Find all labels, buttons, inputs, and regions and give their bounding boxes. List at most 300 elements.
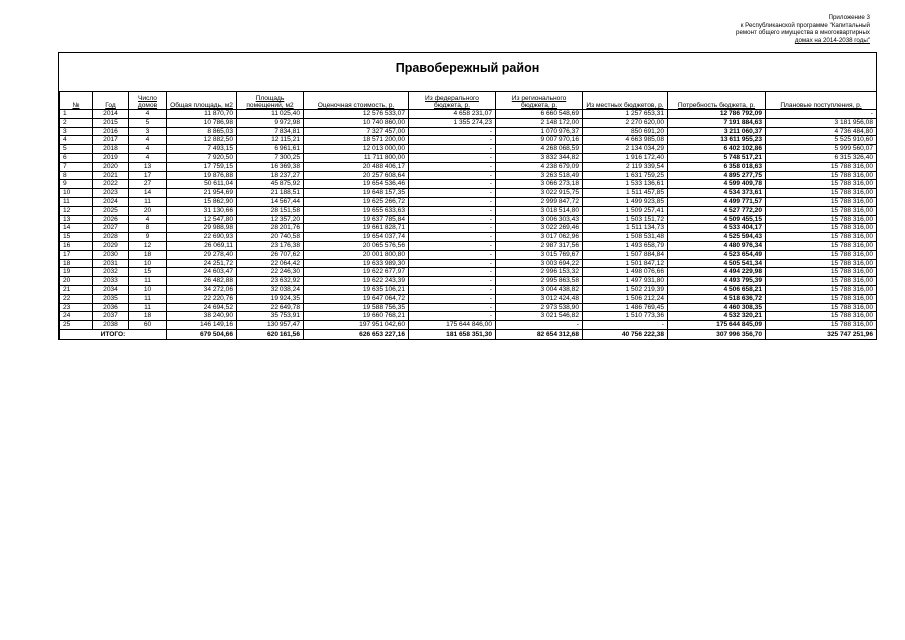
- table-row: [60, 206, 877, 215]
- table-cell: 4: [129, 215, 167, 224]
- table-cell: 1 508 531,48: [583, 233, 668, 242]
- table-row: [60, 215, 877, 224]
- table-cell: 3 181 956,08: [766, 118, 877, 127]
- table-cell: 3 066 273,18: [496, 180, 583, 189]
- table-cell: 2 148 172,00: [496, 118, 583, 127]
- table-cell: 3 021 546,82: [496, 312, 583, 321]
- table-cell: 19: [60, 268, 93, 277]
- table-row: [60, 224, 877, 233]
- appendix-line-4: домах на 2014-2038 годы": [794, 36, 870, 44]
- table-cell: 6: [60, 153, 93, 162]
- table-cell: -: [409, 312, 496, 321]
- table-cell: 4: [129, 145, 167, 154]
- table-cell: 20 257 608,64: [304, 171, 409, 180]
- total-label: ИТОГО:: [60, 329, 167, 339]
- table-cell: 4 499 771,57: [668, 197, 766, 206]
- table-cell: 22 064,42: [237, 259, 304, 268]
- table-row: [60, 145, 877, 154]
- table-cell: 11: [60, 197, 93, 206]
- table-cell: 26 482,88: [167, 277, 237, 286]
- table-cell: 2017: [93, 136, 129, 145]
- table-cell: 146 149,16: [167, 321, 237, 330]
- table-cell: -: [409, 268, 496, 277]
- column-header-label: Из местных бюджетов, р.: [586, 102, 664, 109]
- district-sheet: [58, 52, 877, 340]
- table-cell: 20 065 576,56: [304, 241, 409, 250]
- table-cell: 9: [129, 233, 167, 242]
- table-cell: 2036: [93, 303, 129, 312]
- table-cell: 2022: [93, 180, 129, 189]
- column-header: [167, 92, 237, 110]
- table-cell: 2016: [93, 127, 129, 136]
- table-cell: 19 654 536,46: [304, 180, 409, 189]
- table-cell: 2026: [93, 215, 129, 224]
- table-cell: 3 006 303,43: [496, 215, 583, 224]
- table-cell: 1 511 457,85: [583, 189, 668, 198]
- table-cell: 1 511 134,73: [583, 224, 668, 233]
- table-cell: 15: [129, 268, 167, 277]
- column-header-label: Оценочная стоимость, р.: [317, 102, 395, 109]
- table-cell: 12 013 000,00: [304, 145, 409, 154]
- table-cell: 19 588 756,35: [304, 303, 409, 312]
- table-cell: 15 788 316,00: [766, 321, 877, 330]
- table-cell: -: [409, 180, 496, 189]
- table-cell: 22: [60, 294, 93, 303]
- table-cell: -: [409, 294, 496, 303]
- table-cell: 4 506 658,21: [668, 285, 766, 294]
- table-cell: 12 882,50: [167, 136, 237, 145]
- table-cell: 24 603,47: [167, 268, 237, 277]
- table-row: [60, 259, 877, 268]
- table-cell: 2 119 339,54: [583, 162, 668, 171]
- table-cell: 29 988,98: [167, 224, 237, 233]
- table-cell: 12: [60, 206, 93, 215]
- total-cell: 679 504,66: [167, 329, 237, 339]
- table-cell: 19 654 037,74: [304, 233, 409, 242]
- table-cell: -: [409, 136, 496, 145]
- table-cell: 19 655 633,63: [304, 206, 409, 215]
- table-cell: 15 788 316,00: [766, 250, 877, 259]
- column-header-label: Год: [105, 102, 116, 109]
- table-cell: 19 637 785,84: [304, 215, 409, 224]
- table-cell: 11: [129, 294, 167, 303]
- table-cell: 4 527 772,20: [668, 206, 766, 215]
- table-cell: 4 658 231,07: [409, 110, 496, 119]
- table-cell: 8 865,03: [167, 127, 237, 136]
- table-cell: -: [409, 145, 496, 154]
- table-cell: 6 358 018,63: [668, 162, 766, 171]
- table-cell: 15 788 316,00: [766, 180, 877, 189]
- table-row: [60, 294, 877, 303]
- table-cell: 2031: [93, 259, 129, 268]
- total-cell: 626 653 227,16: [304, 329, 409, 339]
- table-cell: 26 069,11: [167, 241, 237, 250]
- table-cell: 4 238 679,09: [496, 162, 583, 171]
- column-header-label: Плановые поступления, р.: [780, 102, 862, 109]
- table-cell: 15 788 316,00: [766, 171, 877, 180]
- table-cell: 9 007 970,16: [496, 136, 583, 145]
- total-row: [60, 329, 877, 339]
- table-row: [60, 171, 877, 180]
- table-cell: 3: [129, 127, 167, 136]
- table-cell: 11 870,70: [167, 110, 237, 119]
- table-cell: 18 571 200,00: [304, 136, 409, 145]
- table-cell: 6 402 102,86: [668, 145, 766, 154]
- table-cell: 19 660 768,21: [304, 312, 409, 321]
- table-cell: -: [409, 206, 496, 215]
- table-cell: 45 875,92: [237, 180, 304, 189]
- appendix-line-3: ремонт общего имущества в многоквартирных: [736, 29, 870, 37]
- table-cell: 35 753,91: [237, 312, 304, 321]
- table-cell: 34 272,06: [167, 285, 237, 294]
- column-header-label: Потребность бюджета, р.: [677, 102, 756, 109]
- table-cell: -: [409, 162, 496, 171]
- table-cell: 4 460 308,35: [668, 303, 766, 312]
- table-cell: 15 788 316,00: [766, 206, 877, 215]
- table-cell: 4 736 484,80: [766, 127, 877, 136]
- table-row: [60, 277, 877, 286]
- table-cell: 1 509 257,41: [583, 206, 668, 215]
- table-cell: 1 498 076,66: [583, 268, 668, 277]
- table-cell: 7 191 884,63: [668, 118, 766, 127]
- table-cell: 12 547,80: [167, 215, 237, 224]
- appendix-line-1: Приложение 3: [828, 14, 870, 21]
- column-header: [583, 92, 668, 110]
- table-cell: 3 018 514,80: [496, 206, 583, 215]
- table-cell: 38 240,90: [167, 312, 237, 321]
- table-cell: 11: [129, 303, 167, 312]
- table-cell: 15 788 316,00: [766, 224, 877, 233]
- table-cell: 27: [129, 180, 167, 189]
- table-cell: 13: [60, 215, 93, 224]
- table-cell: 15 788 316,00: [766, 312, 877, 321]
- table-cell: 12 115,21: [237, 136, 304, 145]
- table-cell: 2018: [93, 145, 129, 154]
- table-cell: 15 788 316,00: [766, 241, 877, 250]
- column-header: [93, 92, 129, 110]
- table-cell: 20: [60, 277, 93, 286]
- table-cell: 4 493 795,39: [668, 277, 766, 286]
- table-cell: 10: [129, 259, 167, 268]
- table-cell: 6 315 326,40: [766, 153, 877, 162]
- table-cell: 11 025,40: [237, 110, 304, 119]
- table-cell: 1 493 658,79: [583, 241, 668, 250]
- column-header-label: Общая площадь, м2: [170, 102, 233, 109]
- table-cell: -: [409, 250, 496, 259]
- table-cell: 2035: [93, 294, 129, 303]
- table-cell: -: [496, 321, 583, 330]
- table-row: [60, 303, 877, 312]
- table-cell: 24: [60, 312, 93, 321]
- table-cell: 19 876,88: [167, 171, 237, 180]
- table-cell: 10 786,98: [167, 118, 237, 127]
- appendix-line-2: к Республиканской программе "Капитальный: [740, 21, 870, 29]
- table-cell: 1: [60, 110, 93, 119]
- table-cell: 32 038,24: [237, 285, 304, 294]
- table-cell: 4 494 229,98: [668, 268, 766, 277]
- table-cell: 1 497 931,80: [583, 277, 668, 286]
- table-cell: 50 611,04: [167, 180, 237, 189]
- table-row: [60, 110, 877, 119]
- table-cell: 22 246,30: [237, 268, 304, 277]
- table-cell: 1 506 212,24: [583, 294, 668, 303]
- table-cell: 1 257 653,31: [583, 110, 668, 119]
- table-cell: 1 499 923,85: [583, 197, 668, 206]
- table-cell: 7: [60, 162, 93, 171]
- table-cell: 1 486 769,45: [583, 303, 668, 312]
- table-cell: 24 251,72: [167, 259, 237, 268]
- total-cell: 181 658 351,30: [409, 329, 496, 339]
- table-cell: 15 788 316,00: [766, 233, 877, 242]
- table-cell: 130 957,47: [237, 321, 304, 330]
- total-cell: 307 996 356,70: [668, 329, 766, 339]
- table-row: [60, 153, 877, 162]
- table-cell: 18 237,27: [237, 171, 304, 180]
- table-cell: 17: [129, 171, 167, 180]
- table-cell: 4 895 277,75: [668, 171, 766, 180]
- repair-schedule-table: [59, 91, 877, 340]
- table-cell: -: [409, 241, 496, 250]
- column-header-label: Число домов: [137, 95, 158, 109]
- table-row: [60, 136, 877, 145]
- table-cell: 18: [60, 259, 93, 268]
- table-cell: 7 300,25: [237, 153, 304, 162]
- appendix-note: [680, 14, 870, 44]
- table-cell: 15 788 316,00: [766, 277, 877, 286]
- table-cell: 2023: [93, 189, 129, 198]
- table-cell: 7 493,15: [167, 145, 237, 154]
- table-cell: 31 130,66: [167, 206, 237, 215]
- table-cell: 1 507 884,84: [583, 250, 668, 259]
- table-cell: 3 022 915,75: [496, 189, 583, 198]
- table-cell: 21 954,69: [167, 189, 237, 198]
- table-cell: 4 599 409,78: [668, 180, 766, 189]
- page-title: Правобережный район: [395, 61, 540, 75]
- table-cell: 2030: [93, 250, 129, 259]
- table-row: [60, 189, 877, 198]
- table-cell: 11 711 800,00: [304, 153, 409, 162]
- table-cell: 15 788 316,00: [766, 285, 877, 294]
- table-cell: 10: [129, 285, 167, 294]
- table-cell: 28 151,58: [237, 206, 304, 215]
- table-cell: 4: [129, 136, 167, 145]
- table-cell: -: [409, 224, 496, 233]
- table-row: [60, 250, 877, 259]
- table-cell: -: [409, 189, 496, 198]
- table-cell: 19 635 106,21: [304, 285, 409, 294]
- table-cell: 28 201,76: [237, 224, 304, 233]
- table-cell: 23: [60, 303, 93, 312]
- table-cell: 8: [60, 171, 93, 180]
- total-cell: 325 747 251,96: [766, 329, 877, 339]
- table-row: [60, 321, 877, 330]
- table-cell: 20: [129, 206, 167, 215]
- table-row: [60, 162, 877, 171]
- table-cell: 1 502 219,39: [583, 285, 668, 294]
- table-cell: 5 999 560,07: [766, 145, 877, 154]
- table-cell: 10: [60, 189, 93, 198]
- column-header-label: Из регионального бюджета, р.: [511, 95, 567, 109]
- table-cell: 1 510 773,36: [583, 312, 668, 321]
- table-cell: 2 995 863,58: [496, 277, 583, 286]
- table-cell: -: [409, 233, 496, 242]
- table-cell: 2029: [93, 241, 129, 250]
- table-cell: 4 663 985,08: [583, 136, 668, 145]
- table-cell: 4 534 373,61: [668, 189, 766, 198]
- table-cell: 5 525 910,60: [766, 136, 877, 145]
- table-cell: 5: [60, 145, 93, 154]
- table-cell: 2 987 317,56: [496, 241, 583, 250]
- table-cell: 14: [129, 189, 167, 198]
- table-cell: 850 691,20: [583, 127, 668, 136]
- table-cell: 2033: [93, 277, 129, 286]
- table-cell: -: [409, 277, 496, 286]
- table-row: [60, 285, 877, 294]
- table-cell: 3 022 269,46: [496, 224, 583, 233]
- table-cell: 12 357,20: [237, 215, 304, 224]
- table-cell: 2 973 538,90: [496, 303, 583, 312]
- table-cell: 12: [129, 241, 167, 250]
- total-cell: 40 756 222,38: [583, 329, 668, 339]
- table-cell: 10 740 860,00: [304, 118, 409, 127]
- table-cell: 3: [60, 127, 93, 136]
- table-cell: 11: [129, 197, 167, 206]
- column-header: [409, 92, 496, 110]
- table-cell: 15 788 316,00: [766, 268, 877, 277]
- table-cell: 18: [129, 312, 167, 321]
- table-cell: 19 647 064,72: [304, 294, 409, 303]
- table-cell: 4: [60, 136, 93, 145]
- table-cell: 22 649,78: [237, 303, 304, 312]
- table-cell: 6 961,61: [237, 145, 304, 154]
- table-cell: 2020: [93, 162, 129, 171]
- table-cell: 1 533 136,61: [583, 180, 668, 189]
- table-cell: 4 268 068,59: [496, 145, 583, 154]
- table-cell: 2025: [93, 206, 129, 215]
- table-row: [60, 241, 877, 250]
- table-cell: 29 278,40: [167, 250, 237, 259]
- table-cell: 18: [129, 250, 167, 259]
- table-cell: 9 972,98: [237, 118, 304, 127]
- table-cell: 4 509 455,15: [668, 215, 766, 224]
- table-cell: 2027: [93, 224, 129, 233]
- table-cell: 19 622 243,39: [304, 277, 409, 286]
- table-cell: 20 488 406,17: [304, 162, 409, 171]
- table-cell: 4: [129, 153, 167, 162]
- table-cell: 1 631 759,25: [583, 171, 668, 180]
- column-header: [237, 92, 304, 110]
- table-cell: 15 788 316,00: [766, 189, 877, 198]
- table-cell: 1 070 976,37: [496, 127, 583, 136]
- table-cell: 2: [60, 118, 93, 127]
- table-cell: 2 134 034,29: [583, 145, 668, 154]
- table-cell: 15 788 316,00: [766, 215, 877, 224]
- table-cell: 17 759,15: [167, 162, 237, 171]
- total-cell: 82 654 312,68: [496, 329, 583, 339]
- table-cell: 4 523 654,49: [668, 250, 766, 259]
- table-cell: 6 660 548,69: [496, 110, 583, 119]
- table-cell: 19 625 266,72: [304, 197, 409, 206]
- table-cell: -: [409, 259, 496, 268]
- column-header: [304, 92, 409, 110]
- table-cell: 20 001 800,80: [304, 250, 409, 259]
- table-cell: 16: [60, 241, 93, 250]
- table-cell: 4: [129, 110, 167, 119]
- table-row: [60, 312, 877, 321]
- column-header: [766, 92, 877, 110]
- table-row: [60, 127, 877, 136]
- table-body: [60, 110, 877, 340]
- table-cell: 2024: [93, 197, 129, 206]
- table-cell: 1 355 274,23: [409, 118, 496, 127]
- column-header: [60, 92, 93, 110]
- table-cell: 15 788 316,00: [766, 162, 877, 171]
- table-row: [60, 233, 877, 242]
- table-cell: -: [409, 285, 496, 294]
- table-cell: 9: [60, 180, 93, 189]
- table-row: [60, 197, 877, 206]
- table-cell: 5: [129, 118, 167, 127]
- table-cell: 23 176,38: [237, 241, 304, 250]
- column-header-label: Площадь помещений, м2: [246, 95, 294, 109]
- table-cell: 21 188,51: [237, 189, 304, 198]
- table-row: [60, 180, 877, 189]
- table-cell: 197 951 042,60: [304, 321, 409, 330]
- table-cell: 11: [129, 277, 167, 286]
- table-cell: 20 740,58: [237, 233, 304, 242]
- table-cell: -: [409, 197, 496, 206]
- table-cell: 4 518 636,72: [668, 294, 766, 303]
- table-cell: 19 924,35: [237, 294, 304, 303]
- table-cell: -: [409, 171, 496, 180]
- table-cell: 7 920,50: [167, 153, 237, 162]
- table-cell: 19 622 677,97: [304, 268, 409, 277]
- table-cell: 15 788 316,00: [766, 303, 877, 312]
- table-cell: 2019: [93, 153, 129, 162]
- table-row: [60, 118, 877, 127]
- table-cell: 1 503 151,72: [583, 215, 668, 224]
- column-header-label: №: [72, 102, 80, 109]
- table-cell: 7 834,81: [237, 127, 304, 136]
- table-cell: 14: [60, 224, 93, 233]
- table-cell: 12 786 792,09: [668, 110, 766, 119]
- table-cell: 2 996 153,32: [496, 268, 583, 277]
- table-cell: 60: [129, 321, 167, 330]
- table-cell: 2 999 847,72: [496, 197, 583, 206]
- table-cell: 3 004 438,82: [496, 285, 583, 294]
- table-cell: 17: [60, 250, 93, 259]
- column-header: [668, 92, 766, 110]
- table-cell: 13 611 955,23: [668, 136, 766, 145]
- total-cell: 620 161,56: [237, 329, 304, 339]
- table-cell: 14 567,44: [237, 197, 304, 206]
- column-header: [496, 92, 583, 110]
- table-cell: 175 644 845,09: [668, 321, 766, 330]
- table-cell: 3 211 060,37: [668, 127, 766, 136]
- table-cell: 13: [129, 162, 167, 171]
- table-cell: 175 644 846,00: [409, 321, 496, 330]
- table-cell: 5 748 517,21: [668, 153, 766, 162]
- table-cell: 2032: [93, 268, 129, 277]
- table-cell: -: [409, 127, 496, 136]
- table-cell: 8: [129, 224, 167, 233]
- table-cell: -: [409, 215, 496, 224]
- table-cell: 21: [60, 285, 93, 294]
- table-cell: 2034: [93, 285, 129, 294]
- table-cell: 25: [60, 321, 93, 330]
- table-cell: 2014: [93, 110, 129, 119]
- table-cell: 19 633 989,30: [304, 259, 409, 268]
